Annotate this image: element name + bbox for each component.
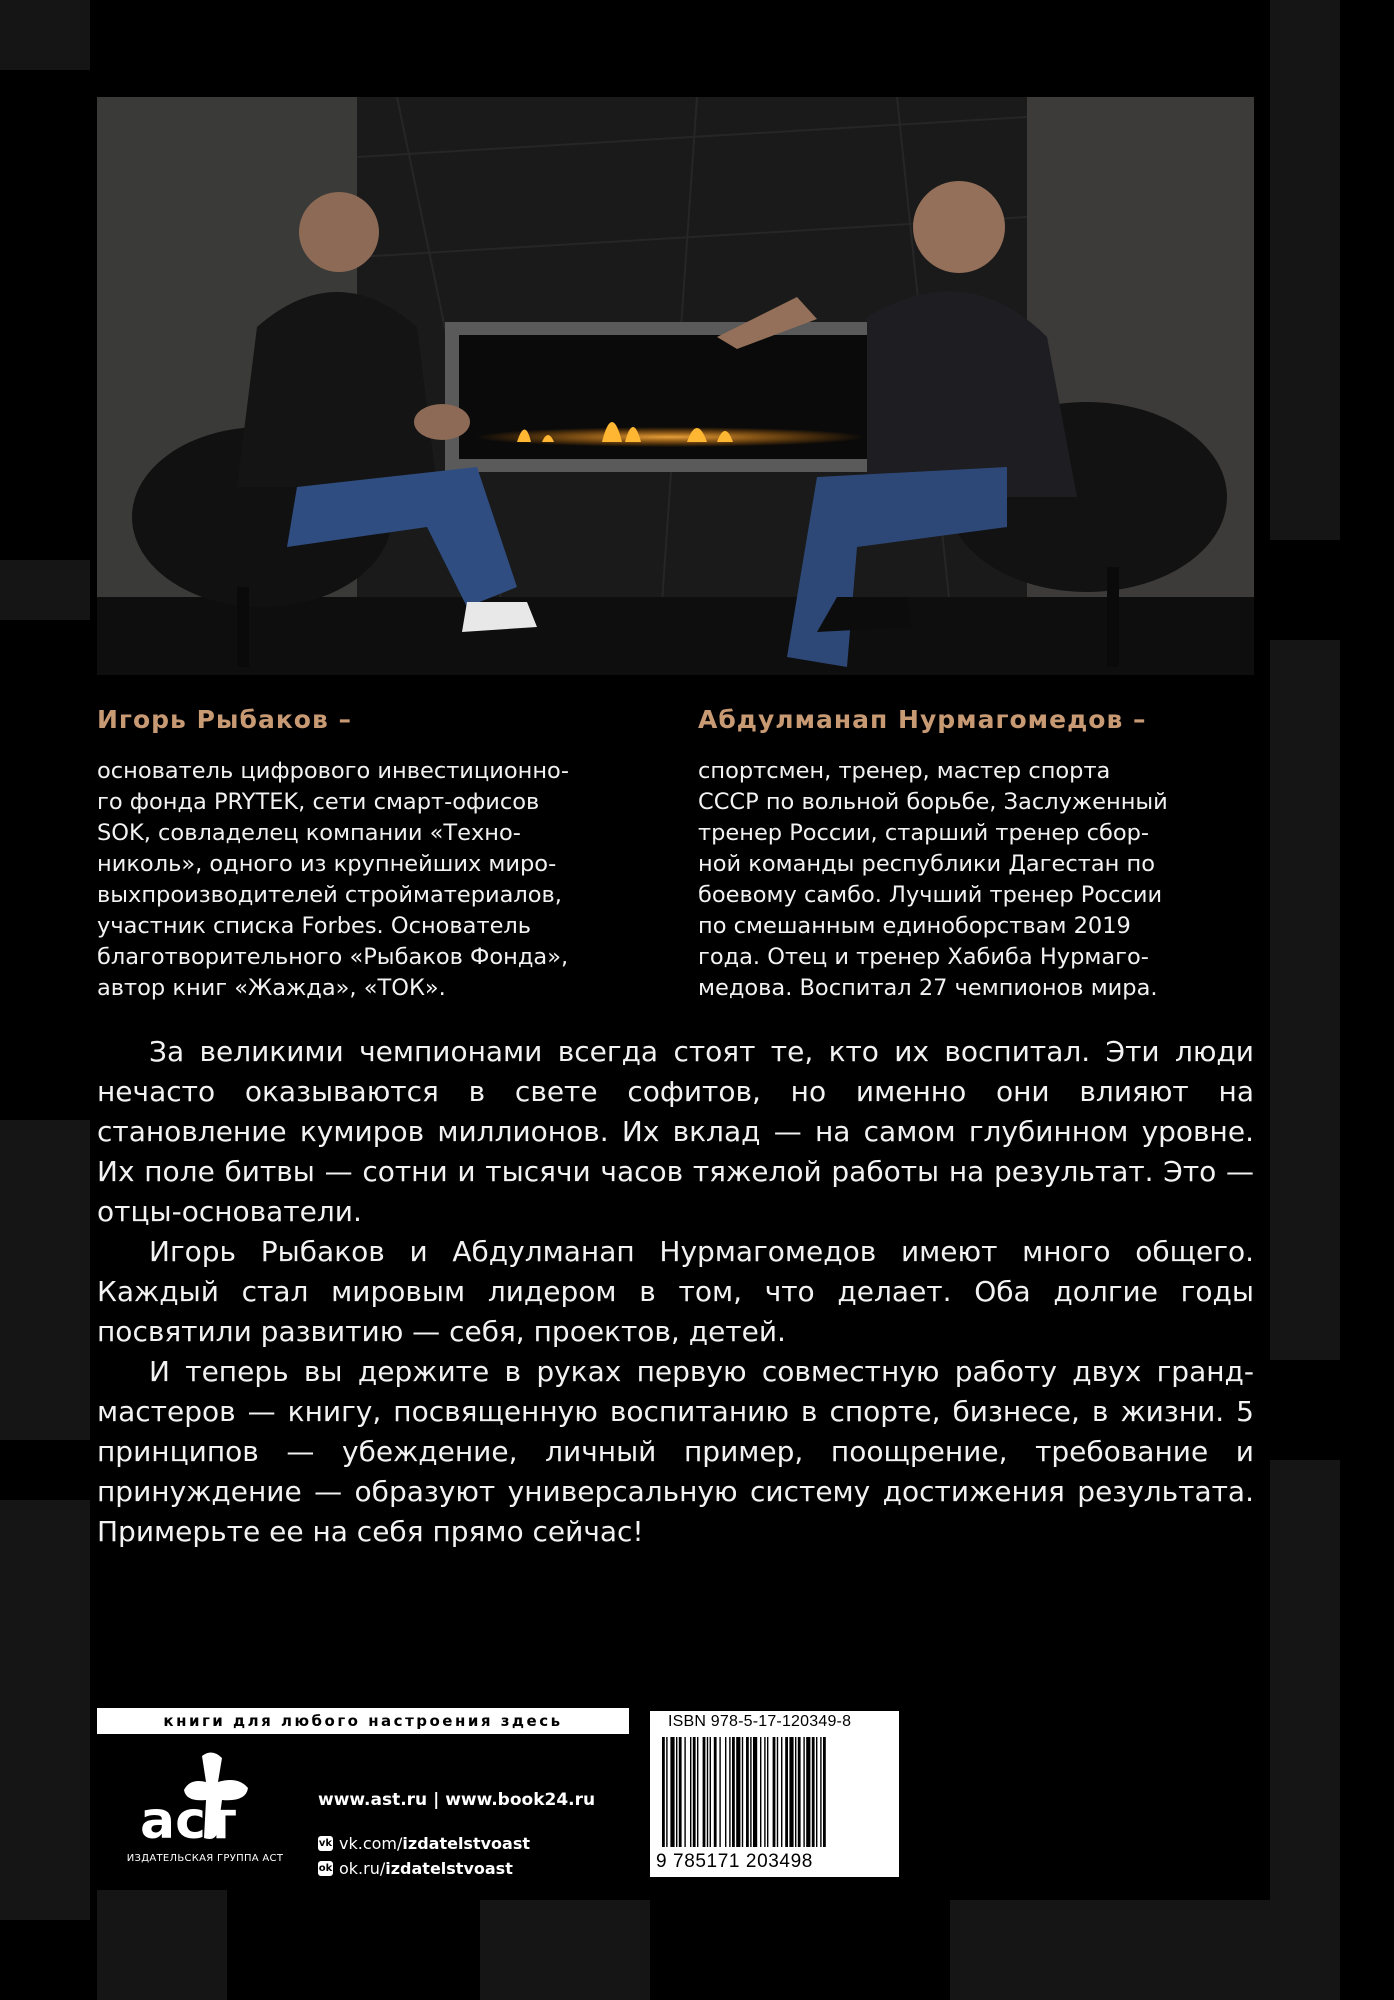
- bio-line: по смешанным единоборствам 2019: [698, 913, 1131, 939]
- publisher-tagline: книги для любого настроения здесь: [97, 1708, 629, 1734]
- bio-line: основатель цифрового инвестиционно-: [97, 758, 569, 784]
- book-description: [97, 1032, 1254, 1552]
- description-paragraph: И теперь вы держите в руках первую совместную работу двух гранд-мастеров — книгу, посвященную воспитанию в спорте, бизнесе, в жизни. 5 принципов — убеждение, личный пример, поощрение, требование и принуждение — образуют универсальную систему достижения результата. Примерьте ее на себя прямо сейчас!: [97, 1355, 1254, 1548]
- ok-link[interactable]: [318, 1859, 595, 1878]
- logo-text: аст: [140, 1791, 237, 1851]
- odnoklassniki-icon: ok: [318, 1863, 333, 1874]
- bio-line: тренер России, старший тренер сбор-: [698, 820, 1150, 846]
- bio-line: медова. Воспитал 27 чемпионов мира.: [698, 975, 1158, 1001]
- bio-line: автор книг «Жажда», «ТОК».: [97, 975, 446, 1001]
- description-paragraph: Игорь Рыбаков и Абдулманап Нурмагомедов имеют много общего. Каждый стал мировым лидером в том, что делает. Оба долгие годы посвятили развитию — себя, проектов, детей.: [97, 1235, 1254, 1348]
- barcode-bars: [650, 1737, 899, 1851]
- isbn-barcode: [650, 1711, 899, 1877]
- bio-line: го фонда PRYTEK, сети смарт-офисов: [97, 789, 540, 815]
- bio-line: ной команды республики Дагестан по: [698, 851, 1155, 877]
- barcode-digits: 9 785171 203498: [656, 1851, 813, 1872]
- bio-line: выхпроизводителей стройматериалов,: [97, 882, 562, 908]
- author-name-rybakov: Игорь Рыбаков –: [97, 705, 352, 734]
- isbn-text: ISBN 978-5-17-120349-8: [668, 1713, 852, 1730]
- ast-logo: [110, 1748, 300, 1858]
- publisher-links: [318, 1790, 595, 1878]
- bio-line: боевому самбо. Лучший тренер России: [698, 882, 1163, 908]
- vk-handle: izdatelstvoast: [402, 1834, 530, 1853]
- vk-prefix: vk.com/: [339, 1834, 403, 1853]
- photo-illustration: [97, 97, 1254, 675]
- bio-line: спортсмен, тренер, мастер спорта: [698, 758, 1111, 784]
- author-name-nurmagomedov: Абдулманап Нурмагомедов –: [698, 705, 1147, 734]
- vk-link[interactable]: [318, 1834, 595, 1853]
- bio-line: участник списка Forbes. Основатель: [97, 913, 532, 939]
- author-bio-rybakov: [97, 756, 657, 1004]
- bio-line: николь», одного из крупнейших миро-: [97, 851, 557, 877]
- cover-photo: [97, 97, 1254, 675]
- logo-caption: ИЗДАТЕЛЬСКАЯ ГРУППА АСТ: [126, 1853, 284, 1864]
- vk-icon: vk: [318, 1838, 333, 1849]
- bio-line: SOK, совладелец компании «Техно-: [97, 820, 521, 846]
- ok-prefix: ok.ru/: [339, 1859, 386, 1878]
- bio-line: СССР по вольной борьбе, Заслуженный: [698, 789, 1168, 815]
- website-links[interactable]: www.ast.ru | www.book24.ru: [318, 1790, 596, 1810]
- author-bio-nurmagomedov: [698, 756, 1258, 1004]
- ok-handle: izdatelstvoast: [385, 1859, 513, 1878]
- description-paragraph: За великими чемпионами всегда стоят те, кто их воспитал. Эти люди нечасто оказываются в свете софитов, но именно они влияют на становление кумиров миллионов. Их вклад — на самом глубинном уровне. Их поле битвы — сотни и тысячи часов тяжелой работы на результат. Это — отцы-основатели.: [97, 1035, 1254, 1228]
- bio-line: года. Отец и тренер Хабиба Нурмаго-: [698, 944, 1149, 970]
- bio-line: благотворительного «Рыбаков Фонда»,: [97, 944, 569, 970]
